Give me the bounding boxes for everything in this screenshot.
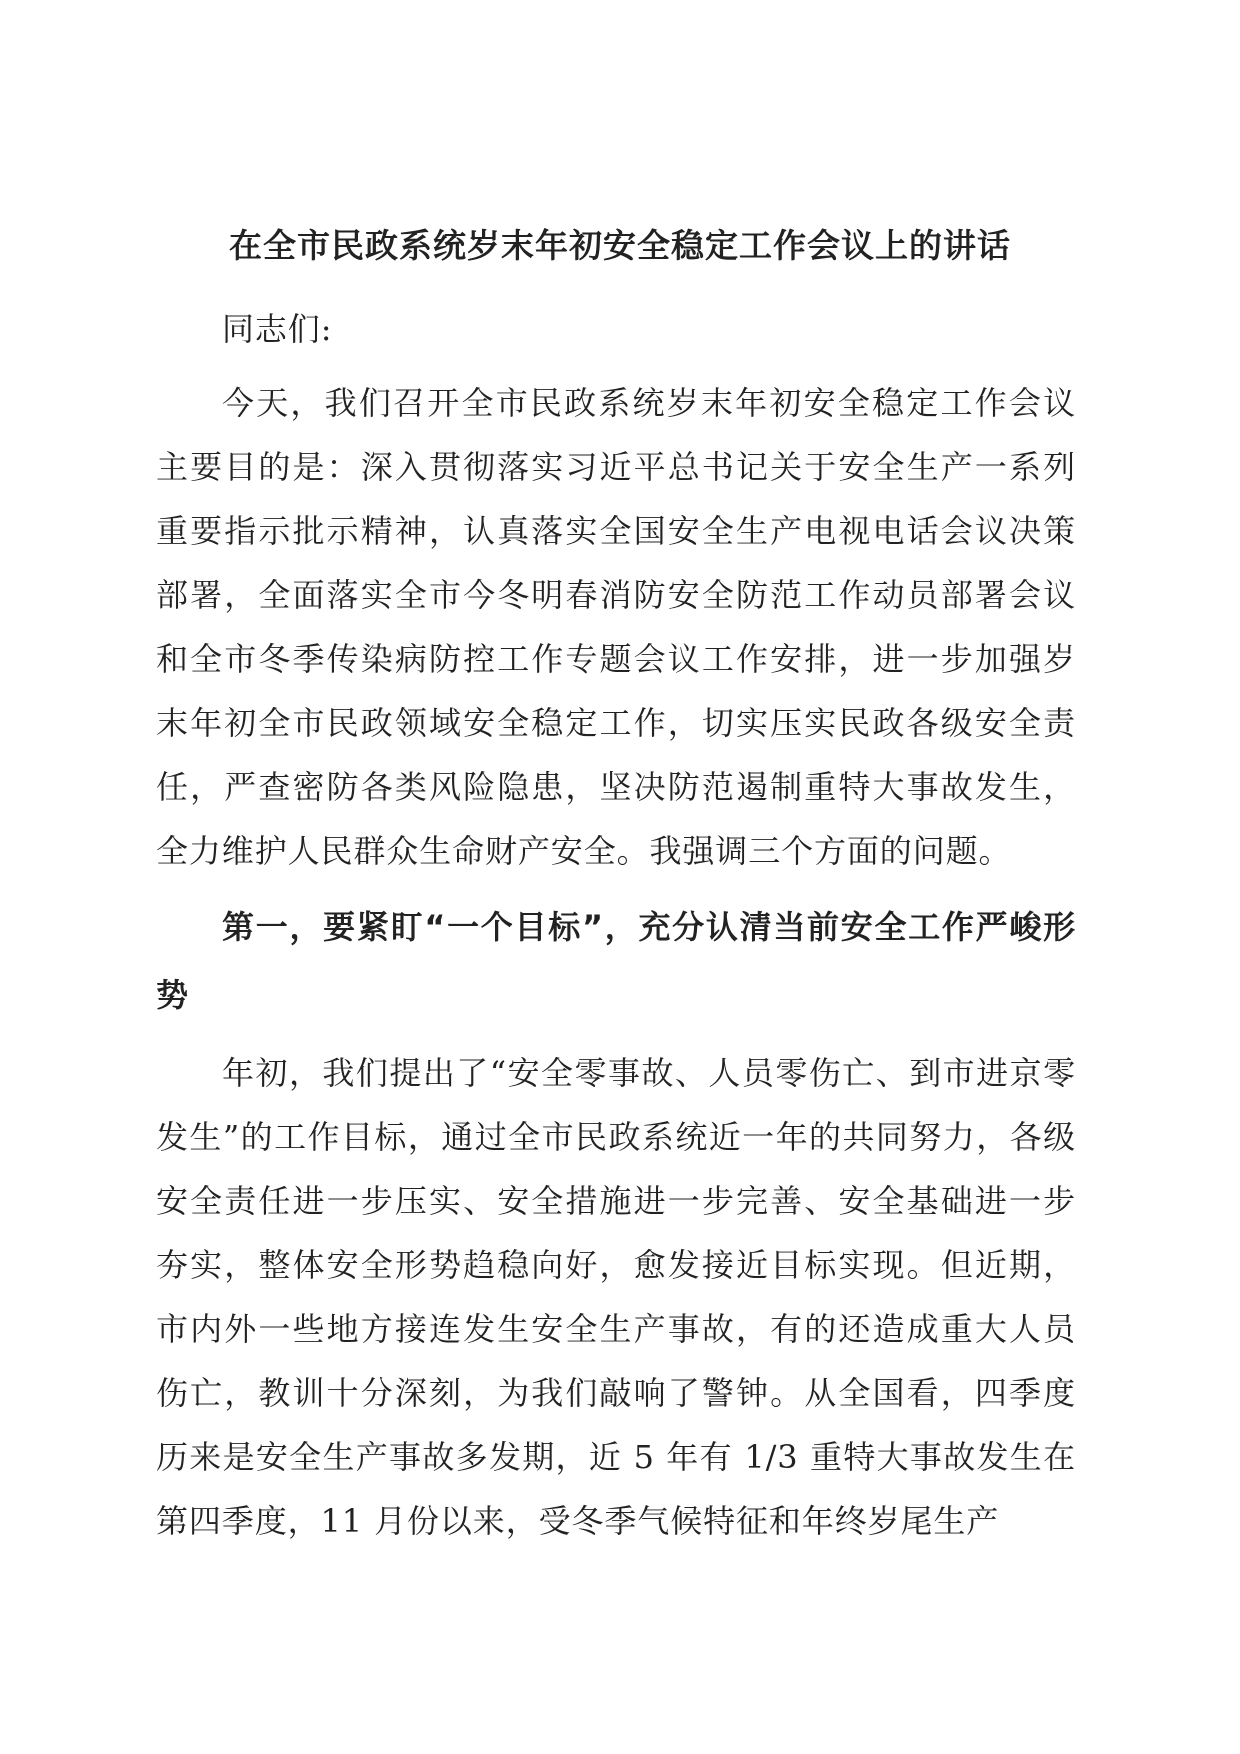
page-title: 在全市民政系统岁末年初安全稳定工作会议上的讲话 bbox=[229, 226, 1011, 265]
section-heading-1: 第一，要紧盯“一个目标”，充分认清当前安全工作严峻形势 bbox=[156, 908, 1076, 1014]
salutation: 同志们: bbox=[222, 310, 333, 348]
document-body bbox=[156, 297, 1076, 1553]
paragraph-intro: 今天，我们召开全市民政系统岁末年初安全稳定工作会议主要目的是：深入贯彻落实习近平总书记关于安全生产一系列重要指示批示精神，认真落实全国安全生产电视电话会议决策部署，全面落实全市今冬明春消防安全防范工作动员部署会议和全市冬季传染病防控工作专题会议工作安排，进一步加强岁末年初全市民政领域安全稳定工作，切实压实民政各级安全责任，严查密防各类风险隐患，坚决防范遏制重特大事故发生，全力维护人民群众生命财产安全。我强调三个方面的问题。 bbox=[156, 384, 1076, 870]
paragraph-section-1: 年初，我们提出了“安全零事故、人员零伤亡、到市进京零发生”的工作目标，通过全市民政系统近一年的共同努力，各级安全责任进一步压实、安全措施进一步完善、安全基础进一步夯实，整体安全形势趋稳向好，愈发接近目标实现。但近期，市内外一些地方接连发生安全生产事故，有的还造成重大人员伤亡，教训十分深刻，为我们敲响了警钟。从全国看，四季度历来是安全生产事故多发期，近 5 年有 1/3 重特大事故发生在第四季度，11 月份以来，受冬季气候特征和年终岁尾生产 bbox=[156, 1054, 1076, 1540]
